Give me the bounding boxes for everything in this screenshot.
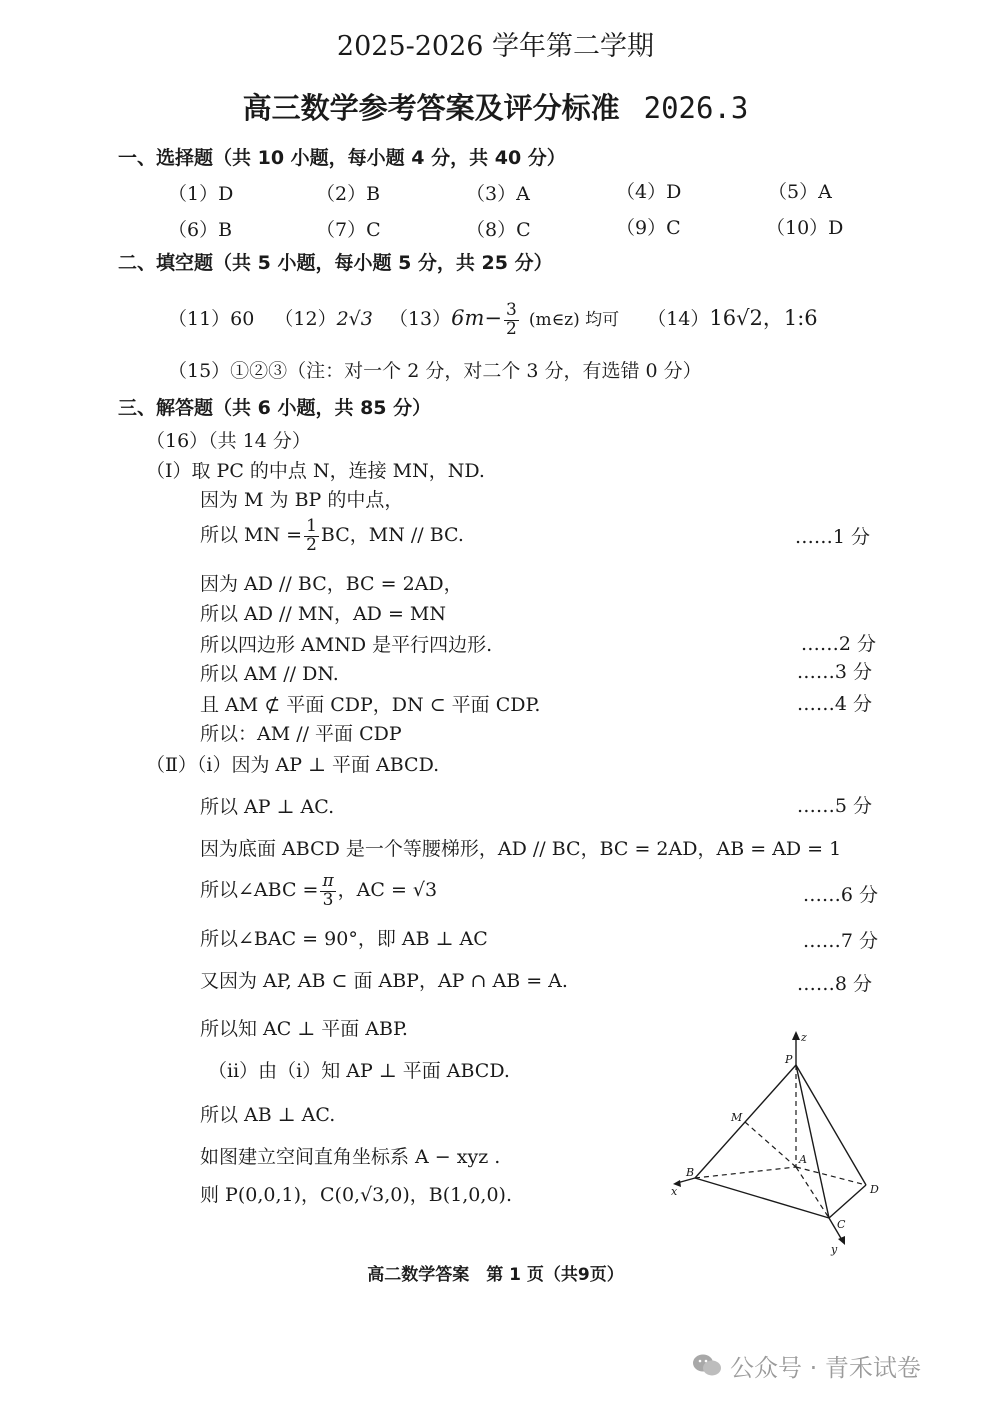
answer-2: （2）B xyxy=(316,183,381,205)
part1-line5: 所以 AD // MN，AD = MN xyxy=(200,603,446,625)
score-3: ……3 分 xyxy=(796,661,872,683)
label-D: D xyxy=(870,1183,879,1196)
score-8: ……8 分 xyxy=(796,973,872,995)
answer-6: （6）B xyxy=(168,219,233,241)
part1-line8: 且 AM ⊄ 平面 CDP，DN ⊂ 平面 CDP. xyxy=(200,694,541,716)
part2-line4-den: 3 xyxy=(322,889,334,910)
edge-PD xyxy=(796,1065,866,1185)
score-6: ……6 分 xyxy=(802,884,878,906)
score-2: ……2 分 xyxy=(800,633,876,655)
answer-5: （5）A xyxy=(768,181,832,203)
edge-PC xyxy=(796,1065,829,1218)
part1-line3-fraction xyxy=(304,515,319,555)
score-5: ……5 分 xyxy=(796,795,872,817)
part1-line3-a: 所以 MN = xyxy=(200,524,303,546)
part2-line2: 所以 AP ⊥ AC. xyxy=(200,796,335,818)
fill-row-1 xyxy=(168,296,818,342)
label-M: M xyxy=(731,1111,743,1124)
score-4: ……4 分 xyxy=(796,693,872,715)
part1-line3-num: 1 xyxy=(306,515,317,536)
section1-title: 一、选择题（共 10 小题，每小题 4 分，共 40 分） xyxy=(118,147,566,169)
fill-q13-fraction xyxy=(504,299,519,339)
part2-line4-fraction xyxy=(320,870,335,910)
fill-q13-label: （13） xyxy=(388,308,452,330)
part1-line3 xyxy=(200,513,464,557)
answer-10: （10）D xyxy=(766,217,844,239)
answer-4: （4）D xyxy=(616,181,682,203)
wechat-icon xyxy=(692,1352,722,1378)
watermark-text: 公众号 · 青禾试卷 xyxy=(730,1354,921,1382)
part1-line2: 因为 M 为 BP 的中点， xyxy=(200,489,404,511)
fill-q12-value: 2√3 xyxy=(336,308,373,330)
answer-3: （3）A xyxy=(466,183,530,205)
part2-line4 xyxy=(200,868,437,912)
part2-line3: 因为底面 ABCD 是一个等腰梯形，AD // BC，BC = 2AD，AB = AD = 1 xyxy=(200,838,842,860)
edge-PB xyxy=(695,1065,796,1178)
part1-line3-den: 2 xyxy=(306,534,317,555)
fill-q13-num: 3 xyxy=(506,299,517,320)
edge-BA xyxy=(695,1167,796,1178)
part2-line7: 所以知 AC ⊥ 平面 ABP. xyxy=(200,1018,408,1040)
part1-line7: 所以 AM // DN. xyxy=(200,663,339,685)
answer-1: （1）D xyxy=(168,183,234,205)
fill-q11: （11）60 xyxy=(168,308,255,330)
part2-line10: 如图建立空间直角坐标系 A − xyz . xyxy=(200,1146,501,1168)
section3-title: 三、解答题（共 6 小题，共 85 分） xyxy=(118,397,432,419)
part1-line1: （Ⅰ）取 PC 的中点 N，连接 MN，ND. xyxy=(146,460,485,482)
fill-q14-label: （14） xyxy=(647,308,710,330)
label-x: x xyxy=(671,1185,678,1198)
label-B: B xyxy=(686,1166,695,1179)
fill-q14-value: 16√2，1:6 xyxy=(709,306,818,330)
title-date: 2026.3 xyxy=(643,91,749,125)
z-axis-arrow xyxy=(792,1031,800,1040)
score-7: ……7 分 xyxy=(802,930,878,952)
fill-q15: （15）①②③（注：对一个 2 分，对二个 3 分，有选错 0 分） xyxy=(168,360,702,382)
part2-line6: 又因为 AP, AB ⊂ 面 ABP，AP ∩ AB = A. xyxy=(200,970,568,992)
part1-line6: 所以四边形 AMND 是平行四边形. xyxy=(200,634,493,656)
part2-line1: （Ⅱ）（ⅰ）因为 AP ⊥ 平面 ABCD. xyxy=(146,754,440,776)
page-title xyxy=(0,86,991,127)
fill-q12-label: （12） xyxy=(274,308,337,330)
part2-line4-num: π xyxy=(322,870,334,891)
answer-9: （9）C xyxy=(616,217,681,239)
y-axis-arrow xyxy=(838,1236,845,1245)
part2-line4-b: ，AC = √3 xyxy=(337,879,438,901)
part1-line9: 所以：AM // 平面 CDP xyxy=(200,723,402,745)
year-line: 2025-2026 学年第二学期 xyxy=(336,31,655,62)
label-P: P xyxy=(785,1053,793,1066)
edge-BC xyxy=(695,1178,829,1218)
label-A: A xyxy=(799,1153,807,1166)
edge-CD xyxy=(829,1185,866,1218)
fill-q13-den: 2 xyxy=(506,318,517,339)
part1-line4: 因为 AD // BC，BC = 2AD， xyxy=(200,573,463,595)
title-text: 高三数学参考答案及评分标准 xyxy=(242,91,620,125)
part1-line3-b: BC，MN // BC. xyxy=(320,524,464,546)
fill-q13-lead: 6m− xyxy=(451,306,502,330)
part2-line4-a: 所以∠ABC = xyxy=(200,879,319,901)
part2-line9: 所以 AB ⊥ AC. xyxy=(200,1104,336,1126)
edge-MA xyxy=(745,1122,796,1167)
fill-q13-tail: (m∈z) 均可 xyxy=(528,310,620,330)
section2-title: 二、填空题（共 5 小题，每小题 5 分，共 25 分） xyxy=(118,252,553,274)
score-1: ……1 分 xyxy=(794,526,870,548)
answer-7: （7）C xyxy=(316,219,381,241)
page-footer: 高二数学答案 第 1 页（共9页） xyxy=(367,1265,624,1285)
pyramid-figure xyxy=(665,1025,890,1260)
part2-line8: （ⅱ）由（ⅰ）知 AP ⊥ 平面 ABCD. xyxy=(208,1060,510,1082)
answer-8: （8）C xyxy=(466,219,531,241)
part2-line5: 所以∠BAC = 90°，即 AB ⊥ AC xyxy=(200,928,488,950)
label-z: z xyxy=(801,1031,807,1044)
label-y: y xyxy=(831,1243,838,1256)
label-C: C xyxy=(837,1218,846,1231)
q16-head: （16）（共 14 分） xyxy=(146,430,311,452)
part2-line11: 则 P(0,0,1)，C(0,√3,0)，B(1,0,0). xyxy=(200,1184,512,1206)
